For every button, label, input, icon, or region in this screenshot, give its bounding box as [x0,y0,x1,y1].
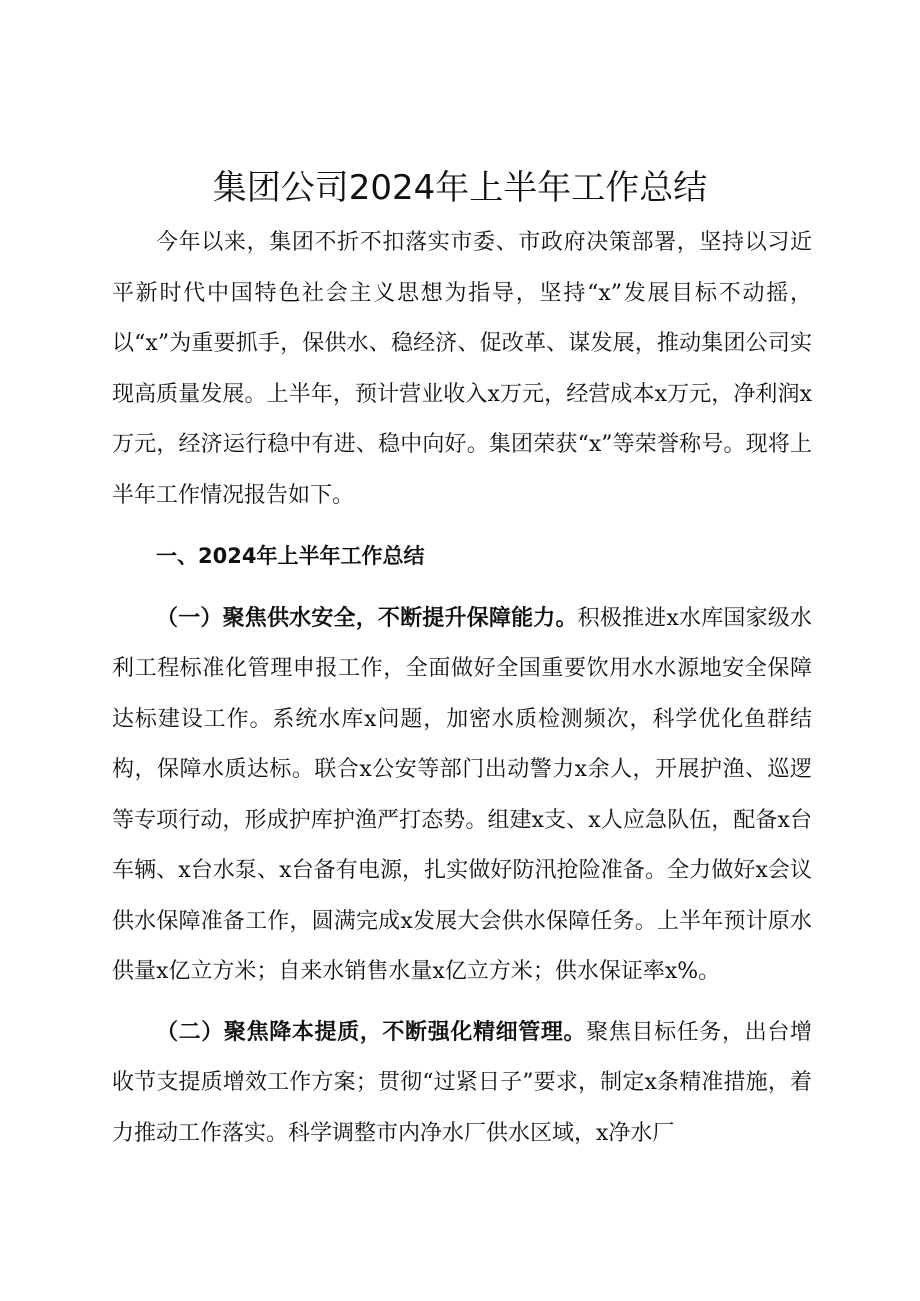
section-item-2 [112,1008,812,1160]
section-item-1 [112,594,812,998]
document-title: 集团公司2024年上半年工作总结 [212,168,708,208]
intro-paragraph: 今年以来，集团不折不扣落实市委、市政府决策部署，坚持以习近平新时代中国特色社会主义思想为指导，坚持“x”发展目标不动摇，以“x”为重要抓手，保供水、稳经济、促改革、谋发展，推动集团公司实现高质量发展。上半年，预计营业收入x万元，经营成本x万元，净利润x万元，经济运行稳中有进、稳中向好。集团荣获“x”等荣誉称号。现将上半年工作情况报告如下。 [112,230,812,508]
section-item-2-text: 聚焦目标任务，出台增收节支提质增效工作方案；贯彻“过紧日子”要求，制定x条精准措施，着力推动工作落实。科学调整市内净水厂供水区域，x净水厂 [112,1019,812,1146]
document-body [112,218,812,1159]
section-item-1-lead: （一）聚焦供水安全，不断提升保障能力。 [156,605,578,631]
section-heading-1: 一、2024年上半年工作总结 [156,544,425,568]
section-item-1-text: 积极推进x水库国家级水利工程标准化管理申报工作，全面做好全国重要饮用水水源地安全保障达标建设工作。系统水库x问题，加密水质检测频次，科学优化鱼群结构，保障水质达标。联合x公安等部门出动警力x余人，开展护渔、巡逻等专项行动，形成护库护渔严打态势。组建x支、x人应急队伍，配备x台车辆、x台水泵、x台备有电源，扎实做好防汛抢险准备。全力做好x会议供水保障准备工作，圆满完成x发展大会供水保障任务。上半年预计原水供量x亿立方米；自来水销售水量x亿立方米；供水保证率x%。 [112,605,812,984]
section-item-2-lead: （二）聚焦降本提质，不断强化精细管理。 [156,1019,587,1045]
